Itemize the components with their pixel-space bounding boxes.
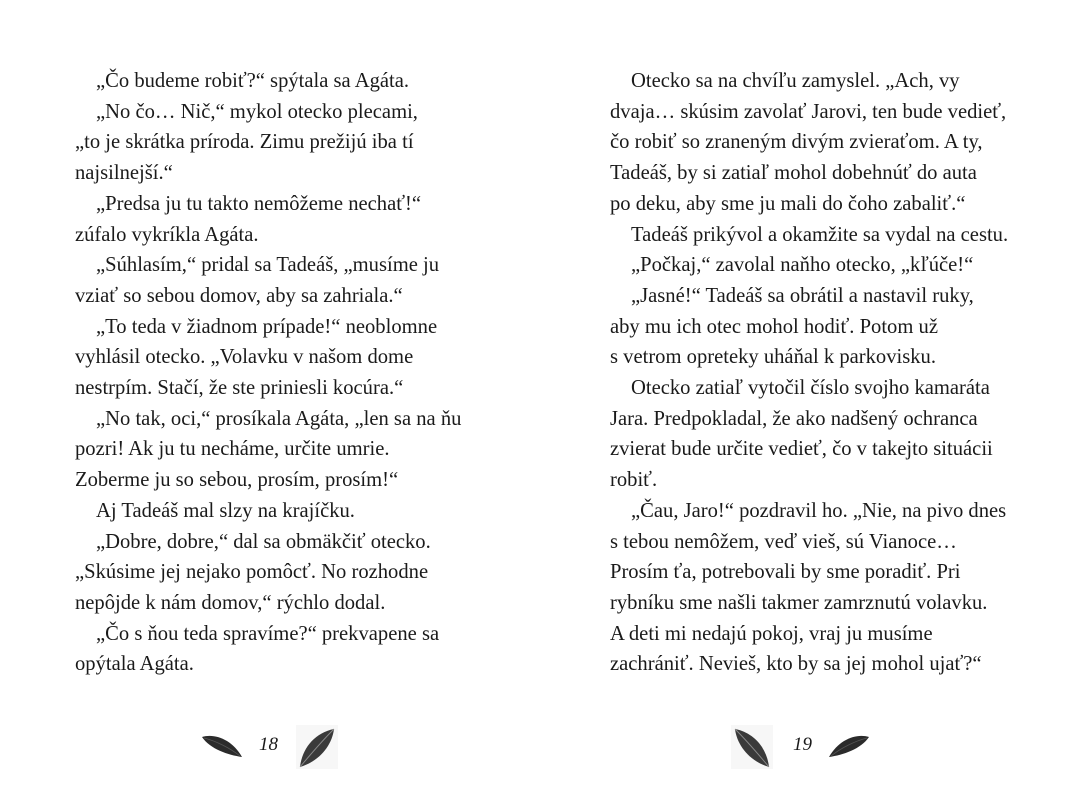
paragraph [610,250,1010,281]
text-line: „Jasné!“ Tadeáš sa obrátil a nastavil ruky, [631,284,974,307]
text-line: „Čo s ňou teda spravíme?“ prekvapene sa [96,622,440,645]
paragraph [610,496,1010,680]
text-line: najsilnejší.“ [75,162,173,185]
paragraph [75,312,475,404]
paragraph [610,373,1010,496]
paragraph [610,281,1010,373]
paragraph [75,527,475,619]
text-line: „to je skrátka príroda. Zimu prežijú iba tí [75,131,414,154]
text-line: „No čo… Nič,“ mykol otecko plecami, [96,100,418,123]
paragraph [75,97,475,189]
text-line: s tebou nemôžem, veď vieš, sú Vianoce… [610,530,957,553]
text-line: „Predsa ju tu takto nemôžeme nechať!“ [96,192,422,215]
text-line: vyhlásil otecko. „Volavku v našom dome [75,346,414,369]
text-line: po deku, aby sme ju mali do čoho zabaliť.“ [610,192,966,215]
text-line: zvierat bude určite vedieť, čo v takejto situácii [610,438,993,461]
left-page-footer [200,725,340,775]
text-line: „Čo budeme robiť?“ spýtala sa Agáta. [96,70,410,92]
text-line: vziať so sebou domov, aby sa zahriala.“ [75,284,403,307]
text-line: „Čau, Jaro!“ pozdravil ho. „Nie, na pivo dnes [631,499,1007,522]
page-number: 18 [259,734,278,755]
paragraph [75,496,475,527]
text-line: čo robiť so zraneným divým zvieraťom. A ty, [610,131,983,154]
text-line: robiť. [610,469,658,492]
text-line: Aj Tadeáš mal slzy na krajíčku. [96,499,355,522]
text-line: pozri! Ak ju tu necháme, určite umrie. [75,438,390,461]
text-line: nepôjde k nám domov,“ rýchlo dodal. [75,591,386,614]
text-line: nestrpím. Stačí, že ste priniesli kocúra.“ [75,377,404,400]
paragraph [75,66,475,97]
leaf-icon [200,731,244,761]
paragraph [75,189,475,250]
paragraph [75,250,475,311]
right-page-footer [731,725,871,775]
feather-leaf-icon [296,725,338,769]
text-line: Jara. Predpokladal, že ako nadšený ochranca [610,407,978,430]
text-line: opýtala Agáta. [75,653,194,676]
text-line: „Skúsime jej nejako pomôcť. No rozhodne [75,561,429,584]
paragraph [610,220,1010,251]
text-line: s vetrom opreteky uháňal k parkovisku. [610,346,936,369]
text-line: rybníku sme našli takmer zamrznutú volavku. [610,591,988,614]
text-line: Zoberme ju so sebou, prosím, prosím!“ [75,469,399,492]
text-line: „Súhlasím,“ pridal sa Tadeáš, „musíme ju [96,254,440,277]
text-line: Otecko sa na chvíľu zamyslel. „Ach, vy [631,70,960,92]
text-line: zachrániť. Nevieš, kto by sa jej mohol ujať?“ [610,653,982,676]
paragraph [610,66,1010,220]
text-line: Prosím ťa, potrebovali by sme poradiť. Pri [610,561,961,584]
text-line: Tadeáš, by si zatiaľ mohol dobehnúť do auta [610,162,977,185]
feather-leaf-icon [731,725,773,769]
text-line: „Počkaj,“ zavolal naňho otecko, „kľúče!“ [631,254,974,277]
text-line: Tadeáš prikývol a okamžite sa vydal na cestu. [631,223,1009,246]
text-line: A deti mi nedajú pokoj, vraj ju musíme [610,622,933,645]
paragraph [75,619,475,680]
text-line: zúfalo vykríkla Agáta. [75,223,259,246]
leaf-icon [827,731,871,761]
text-line: Otecko zatiaľ vytočil číslo svojho kamaráta [631,377,990,400]
right-page [535,0,1070,800]
text-line: „To teda v žiadnom prípade!“ neoblomne [96,315,438,338]
text-line: dvaja… skúsim zavolať Jarovi, ten bude vedieť, [610,100,1007,123]
text-line: aby mu ich otec mohol hodiť. Potom už [610,315,938,338]
paragraph [75,404,475,496]
left-page-text [75,66,475,680]
right-page-text [610,66,1010,680]
page-number: 19 [793,734,812,755]
text-line: „Dobre, dobre,“ dal sa obmäkčiť otecko. [96,530,431,553]
text-line: „No tak, oci,“ prosíkala Agáta, „len sa na ňu [96,407,462,430]
